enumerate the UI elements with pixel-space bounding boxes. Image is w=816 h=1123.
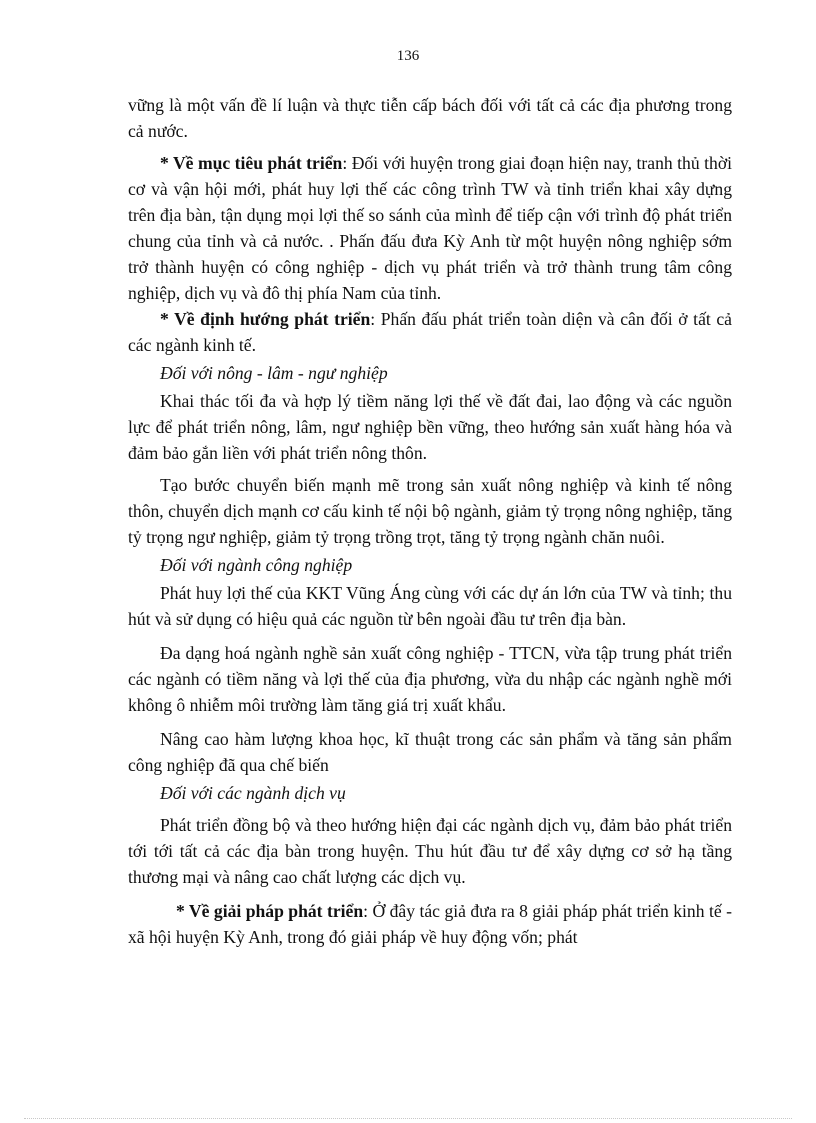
paragraph-solutions	[128, 898, 732, 950]
heading-goals: * Về mục tiêu phát triển	[160, 153, 343, 173]
subheading-agriculture: Đối với nông - lâm - ngư nghiệp	[160, 363, 388, 383]
paragraph-orientation	[128, 306, 732, 358]
paragraph: Phát triển đồng bộ và theo hướng hiện đại các ngành dịch vụ, đảm bảo phát triển tới tới tất cả các địa bàn trong huyện. Thu hút đầu tư để xây dựng cơ sở hạ tầng thương mại và nâng cao chất lượng các dịch vụ.	[128, 815, 732, 887]
paragraph: Phát huy lợi thế của KKT Vũng Áng cùng với các dự án lớn của TW và tỉnh; thu hút và sử dụng có hiệu quả các nguồn từ bên ngoài đầu tư trên địa bàn.	[128, 583, 732, 629]
page-bottom-divider	[24, 1118, 792, 1119]
paragraph-text: : Ở đây tác giả đưa ra 8 giải pháp phát triển kinh tế - xã hội huyện Kỳ Anh, trong đó giải pháp về huy động vốn; phát	[128, 901, 732, 947]
paragraph: Nâng cao hàm lượng khoa học, kĩ thuật trong các sản phẩm và tăng sản phẩm công nghiệp đã qua chế biến	[128, 729, 732, 775]
paragraph-text: : Phấn đấu phát triển toàn diện và cân đối ở tất cả các ngành kinh tế.	[128, 309, 732, 355]
paragraph: vững là một vấn đề lí luận và thực tiễn cấp bách đối với tất cả các địa phương trong cả nước.	[128, 95, 732, 141]
subheading-industry: Đối với ngành công nghiệp	[160, 555, 353, 575]
page-number: 136	[396, 48, 420, 64]
heading-solutions: * Về giải pháp phát triển	[176, 901, 364, 921]
paragraph-text: : Đối với huyện trong giai đoạn hiện nay, tranh thủ thời cơ và vận hội mới, phát huy lợi thế các công trình TW và tỉnh triển khai xây dựng trên địa bàn, tận dụng mọi lợi thế so sánh của mình để tiếp cận với trình độ phát triển chung của tỉnh và cả nước. . Phấn đấu đưa Kỳ Anh từ một huyện nông nghiệp sớm trở thành huyện có công nghiệp - dịch vụ phát triển và trở thành trung tâm công nghiệp, dịch vụ và đô thị phía Nam của tỉnh.	[128, 153, 733, 303]
heading-orientation: * Về định hướng phát triển	[160, 309, 371, 329]
paragraph: Tạo bước chuyển biến mạnh mẽ trong sản xuất nông nghiệp và kinh tế nông thôn, chuyển dịch mạnh cơ cấu kinh tế nội bộ ngành, giảm tỷ trọng nông nghiệp, tăng tỷ trọng ngư nghiệp, giảm tỷ trọng trồng trọt, tăng tỷ trọng ngành chăn nuôi.	[128, 475, 732, 547]
paragraph: Đa dạng hoá ngành nghề sản xuất công nghiệp - TTCN, vừa tập trung phát triển các ngành có tiềm năng và lợi thế của địa phương, vừa du nhập các ngành nghề mới không ô nhiễm môi trường làm tăng giá trị xuất khẩu.	[128, 643, 732, 715]
paragraph-goals	[128, 150, 732, 306]
paragraph: Khai thác tối đa và hợp lý tiềm năng lợi thế về đất đai, lao động và các nguồn lực để phát triển nông, lâm, ngư nghiệp bền vững, theo hướng sản xuất hàng hóa và đảm bảo gắn liền với phát triển nông thôn.	[128, 391, 732, 463]
document-body	[128, 92, 732, 950]
subheading-services: Đối với các ngành dịch vụ	[160, 783, 346, 803]
